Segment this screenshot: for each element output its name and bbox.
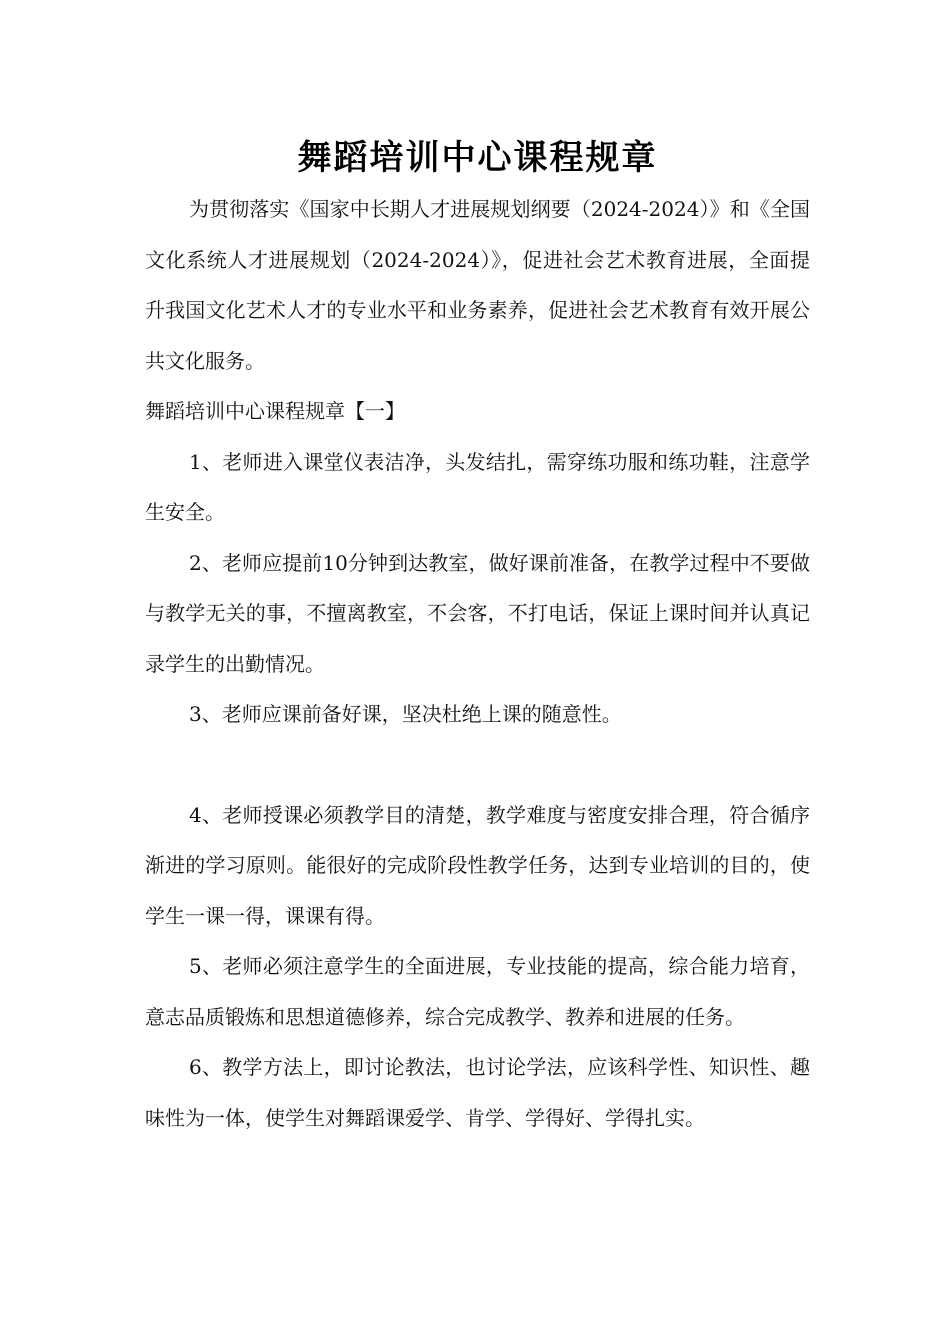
- intro-paragraph: 为贯彻落实《国家中长期人才进展规划纲要（2024-2024）》和《全国文化系统人才进展规划（2024-2024）》，促进社会艺术教育进展，全面提升我国文化艺术人才的专业水平和业务素养，促进社会艺术教育有效开展公共文化服务。: [145, 197, 810, 373]
- blank-line: [145, 740, 810, 790]
- rule-item-1: 1、老师进入课堂仪表洁净，头发结扎，需穿练功服和练功鞋，注意学生安全。: [145, 449, 810, 524]
- rule-item-6: 6、教学方法上，即讨论教法，也讨论学法，应该科学性、知识性、趣味性为一体，使学生对舞蹈课爱学、肯学、学得好、学得扎实。: [145, 1055, 810, 1130]
- rule-item-5: 5、老师必须注意学生的全面进展，专业技能的提高，综合能力培育，意志品质锻炼和思想道德修养，综合完成教学、教养和进展的任务。: [145, 954, 810, 1029]
- rule-item-4: 4、老师授课必须教学目的清楚，教学难度与密度安排合理，符合循序渐进的学习原则。能很好的完成阶段性教学任务，达到专业培训的目的，使学生一课一得，课课有得。: [145, 802, 810, 928]
- document-page: [145, 120, 810, 1143]
- document-title: 舞蹈培训中心课程规章: [297, 138, 658, 178]
- section-heading: 舞蹈培训中心课程规章【一】: [145, 399, 405, 423]
- rule-item-2: 2、老师应提前10分钟到达教室，做好课前准备，在教学过程中不要做与教学无关的事，不擅离教室，不会客，不打电话，保证上课时间并认真记录学生的出勤情况。: [145, 550, 810, 676]
- rule-item-3: 3、老师应课前备好课，坚决杜绝上课的随意性。: [189, 702, 622, 726]
